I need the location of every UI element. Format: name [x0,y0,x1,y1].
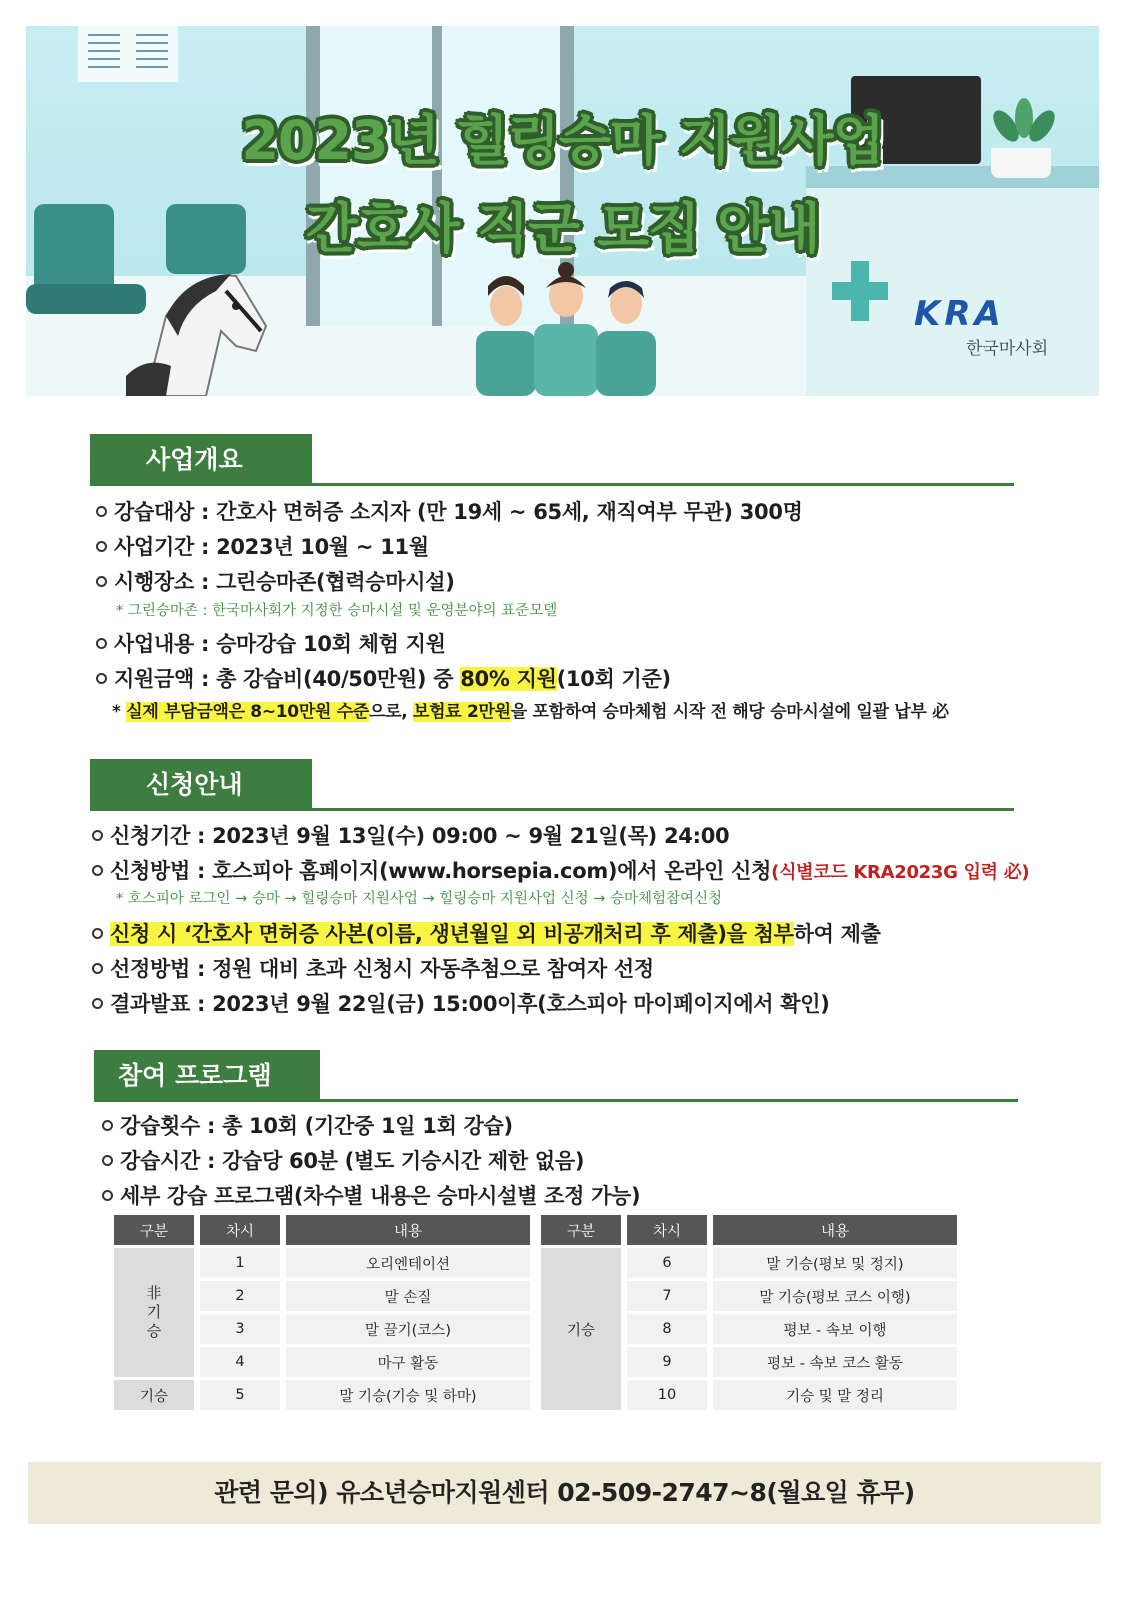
table-row [541,1248,957,1278]
section-divider [90,808,1014,811]
table-row [114,1248,530,1278]
overview-fee: 지원금액 : 총 강습비(40/50만원) 중 80% 지원(10회 기준) [96,663,671,693]
fee-note: * 실제 부담금액은 8~10만원 수준으로, 보험료 2만원을 포함하여 승마체험 시작 전 해당 승마시설에 일괄 납부 必 [112,702,949,722]
session-content: 말 기승(평보 코스 이행) [713,1281,957,1311]
session-content: 오리엔테이션 [286,1248,530,1278]
contact-footer: 관련 문의) 유소년승마지원센터 02-509-2747~8(월요일 휴무) [28,1462,1101,1524]
result-announcement: 결과발표 : 2023년 9월 22일(금) 15:00이후(호스피아 마이페이지에서 확인) [92,988,830,1018]
session-number: 1 [200,1248,280,1278]
kra-logo-name: 한국마사회 [966,339,1049,359]
table-header: 내용 [286,1215,530,1245]
program-duration: 강습시간 : 강습당 60분 (별도 기승시간 제한 없음) [102,1145,584,1175]
table-header: 구분 [541,1215,621,1245]
table-header: 차시 [627,1215,707,1245]
session-content: 기승 및 말 정리 [713,1380,957,1410]
banner-title-line2: 간호사 직군 모집 안내 [305,197,820,260]
group-riding: 기승 [114,1380,194,1410]
group-riding: 기승 [541,1248,621,1410]
session-content: 말 기승(평보 및 정지) [713,1248,957,1278]
section-heading-program: 참여 프로그램 [94,1050,320,1100]
application-attachment: 신청 시 ‘간호사 면허증 사본(이름, 생년월일 외 비공개처리 후 제출)을 첨부하여 제출 [92,918,881,948]
application-method: 신청방법 : 호스피아 홈페이지(www.horsepia.com)에서 온라인 신청(식별코드 KRA2023G 입력 必) [92,855,1029,885]
nurses-illustration [446,246,686,396]
green-zone-note: * 그린승마존 : 한국마사회가 지정한 승마시설 및 운영분야의 표준모델 [116,603,558,619]
overview-content: 사업내용 : 승마강습 10회 체험 지원 [96,628,446,658]
horse-icon [126,256,276,396]
table-row [114,1380,530,1410]
session-content: 말 손질 [286,1281,530,1311]
program-detail: 세부 강습 프로그램(차수별 내용은 승마시설별 조정 가능) [102,1180,640,1210]
table-header: 내용 [713,1215,957,1245]
section-heading-overview: 사업개요 [90,434,312,484]
session-number: 9 [627,1347,707,1377]
session-content: 말 기승(기승 및 하마) [286,1380,530,1410]
banner-title-line1: 2023년 힐링승마 지원사업 [241,109,884,172]
session-content: 평보 - 속보 코스 활동 [713,1347,957,1377]
session-content: 말 끌기(코스) [286,1314,530,1344]
session-number: 7 [627,1281,707,1311]
section-divider [90,483,1014,486]
session-number: 4 [200,1347,280,1377]
program-table-left [108,1212,536,1413]
session-number: 10 [627,1380,707,1410]
session-number: 5 [200,1380,280,1410]
selection-method: 선정방법 : 정원 대비 초과 신청시 자동추첨으로 참여자 선정 [92,953,654,983]
program-count: 강습횟수 : 총 10회 (기간중 1일 1회 강습) [102,1110,513,1140]
overview-location: 시행장소 : 그린승마존(협력승마시설) [96,566,455,596]
table-header: 차시 [200,1215,280,1245]
kra-logo: KRA [914,294,1005,334]
session-number: 6 [627,1248,707,1278]
session-content: 마구 활동 [286,1347,530,1377]
section-divider [94,1099,1018,1102]
header-banner [26,26,1099,396]
vent-icon [78,26,178,82]
session-number: 3 [200,1314,280,1344]
application-period: 신청기간 : 2023년 9월 13일(수) 09:00 ~ 9월 21일(목) 24:00 [92,820,729,850]
horsepia-steps-note: * 호스피아 로그인 → 승마 → 힐링승마 지원사업 → 힐링승마 지원사업 신청 → 승마체험참여신청 [116,891,723,907]
table-header: 구분 [114,1215,194,1245]
group-non-riding: 非 기 승 [114,1248,194,1377]
program-table-right [535,1212,963,1413]
session-content: 평보 - 속보 이행 [713,1314,957,1344]
section-heading-application: 신청안내 [90,759,312,809]
overview-target: 강습대상 : 간호사 면허증 소지자 (만 19세 ~ 65세, 재직여부 무관) 300명 [96,496,803,526]
session-number: 8 [627,1314,707,1344]
session-number: 2 [200,1281,280,1311]
overview-period: 사업기간 : 2023년 10월 ~ 11월 [96,531,429,561]
